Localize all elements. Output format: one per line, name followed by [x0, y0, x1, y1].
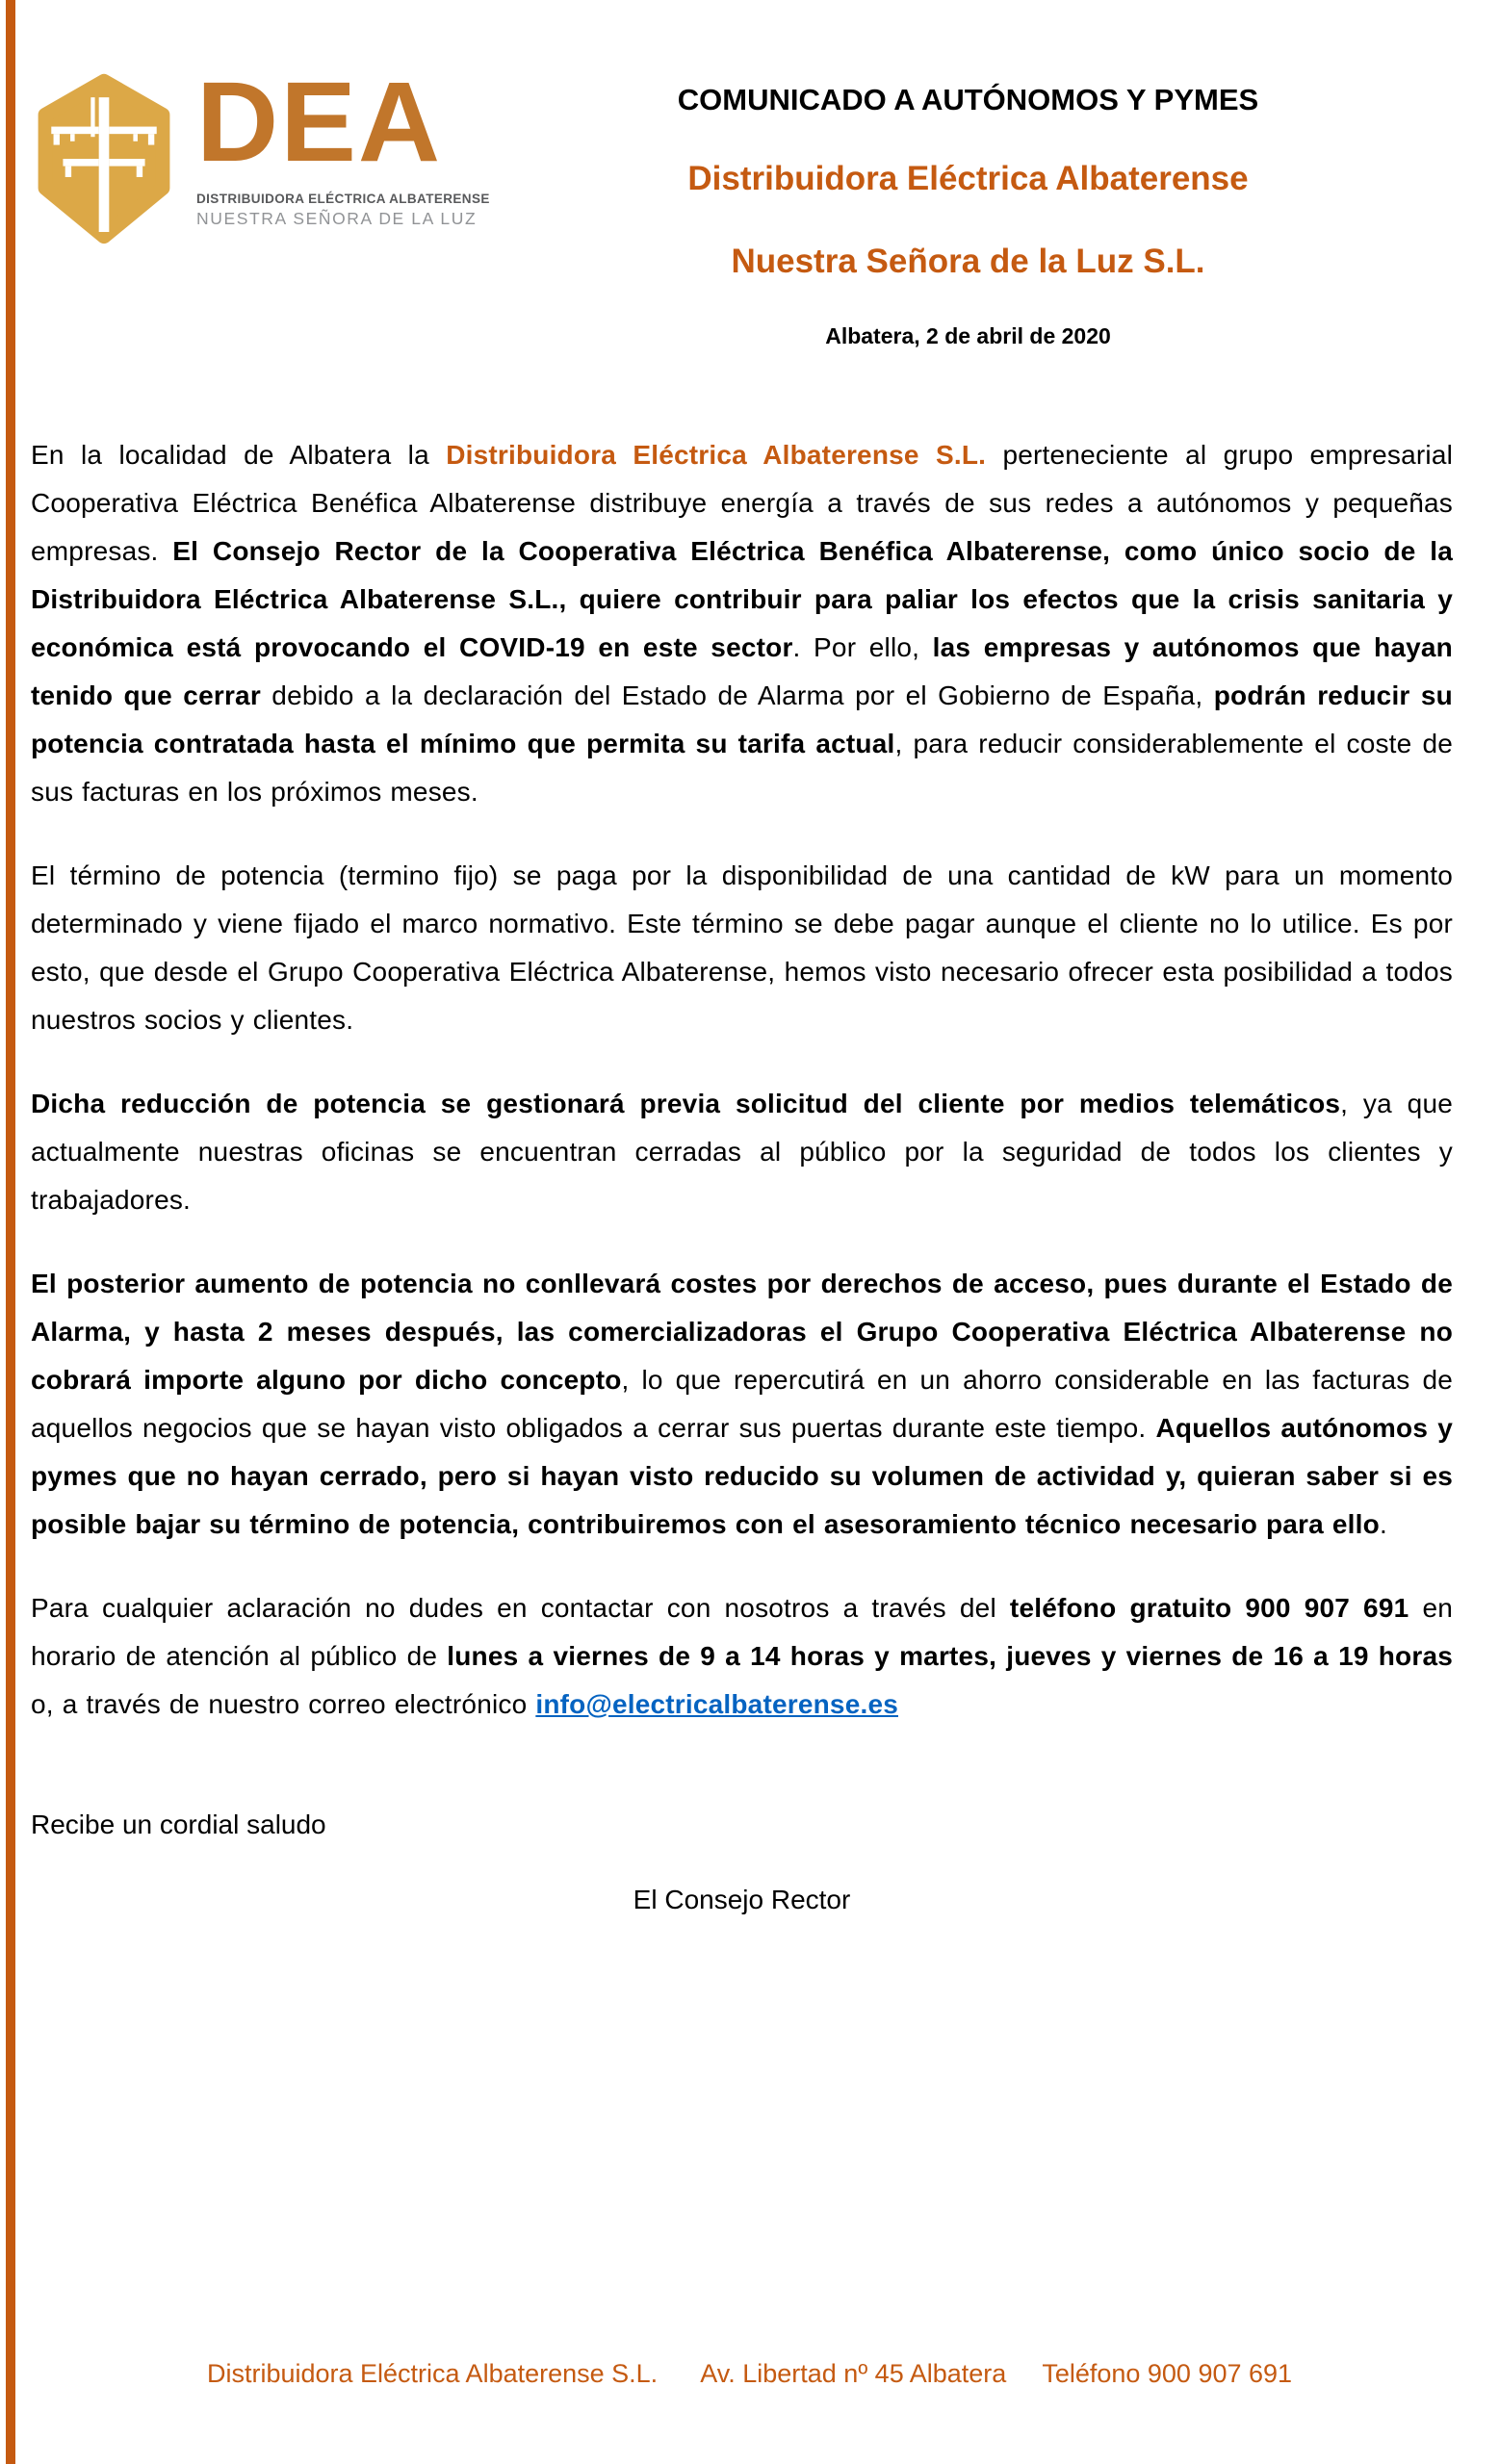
text-segment: , lo que repercutirá en un ahorro considerable en las facturas de aquellos negocios que se hayan visto obligados a cerrar sus puertas durante este tiempo.	[31, 1365, 1454, 1443]
paragraph-4	[31, 1260, 1453, 1549]
footer-company: Distribuidora Eléctrica Albaterense S.L.	[206, 2359, 659, 2388]
text-segment: o, a través de nuestro correo electrónico	[31, 1689, 536, 1719]
text-segment: . Por ello,	[792, 632, 933, 662]
text-segment: Aquellos autónomos y pymes que no hayan cerrado, pero si hayan visto reducido su volumen de actividad y, quieran saber si es posible bajar su término de potencia, contribuiremos con el asesoramiento técnico necesario para ello	[31, 1413, 1453, 1539]
text-segment: , para reducir considerablemente el coste de sus facturas en los próximos meses.	[31, 729, 1453, 807]
header-company-line2: Nuestra Señora de la Luz S.L.	[731, 243, 1205, 280]
text-segment: El Consejo Rector de la Cooperativa Eléctrica Benéfica Albaterense, como único socio de la Distribuidora Eléctrica Albaterense S.L., quiere contribuir para paliar los efectos que la crisis sanitaria y económica está provocando el COVID-19 en este sector	[31, 536, 1453, 662]
dateline: Albatera, 2 de abril de 2020	[825, 323, 1111, 348]
logo-caption-line1: DISTRIBUIDORA ELÉCTRICA ALBATERENSE	[196, 192, 490, 207]
text-segment: Para cualquier aclaración no dudes en contactar con nosotros a través del	[31, 1593, 1010, 1623]
paragraph-3	[31, 1080, 1453, 1224]
closing-signature: El Consejo Rector	[633, 1885, 851, 1914]
text-segment: lunes a viernes de 9 a 14 horas y martes, jueves y viernes de 16 a 19 horas	[447, 1641, 1453, 1671]
document-body	[31, 431, 1453, 1729]
text-segment: , ya que actualmente nuestras oficinas se encuentran cerradas al público por la seguridad de todos los clientes y trabajadores.	[31, 1089, 1454, 1215]
text-segment: El posterior aumento de potencia no conllevará costes por derechos de acceso, pues durante el Estado de Alarma, y hasta 2 meses después, las comercializadoras el Grupo Cooperativa Eléctrica Albaterense no cobrará importe alguno por dicho concepto	[31, 1269, 1453, 1395]
header-company-line1: Distribuidora Eléctrica Albaterense	[687, 160, 1249, 197]
paragraph-5	[31, 1584, 1453, 1729]
text-segment: en horario de atención al público de	[31, 1593, 1453, 1671]
logo-acronym: DEA	[196, 59, 443, 186]
document-footer	[0, 2359, 1499, 2389]
page-content	[31, 0, 1453, 1924]
text-segment: Dicha reducción de potencia se gestionará previa solicitud del cliente por medios telemáticos	[31, 1089, 1341, 1118]
electricity-pylon-icon	[31, 69, 177, 248]
text-segment: En la localidad de Albatera la	[31, 440, 447, 470]
paragraph-2	[31, 852, 1453, 1044]
footer-address: Av. Libertad nº 45 Albatera	[700, 2359, 1007, 2388]
email-link[interactable]: info@electricalbaterense.es	[535, 1689, 898, 1719]
text-segment: perteneciente al grupo empresarial Cooperativa Eléctrica Benéfica Albaterense distribuye energía a través de sus redes a autónomos y pequeñas empresas.	[31, 440, 1454, 566]
text-segment: Distribuidora Eléctrica Albaterense S.L.	[446, 440, 987, 470]
company-logo	[31, 56, 490, 349]
closing-salute: Recibe un cordial saludo	[31, 1810, 326, 1839]
header-text-block	[483, 56, 1453, 349]
document-header	[31, 0, 1453, 349]
document-title: COMUNICADO A AUTÓNOMOS Y PYMES	[677, 83, 1259, 116]
text-segment: El término de potencia (termino fijo) se paga por la disponibilidad de una cantidad de kW para un momento determinado y viene fijado el marco normativo. Este término se debe pagar aunque el cliente no lo utilice. Es por esto, que desde el Grupo Cooperativa Eléctrica Albaterense, hemos visto necesario ofrecer esta posibilidad a todos nuestros socios y clientes.	[31, 860, 1453, 1035]
text-segment: .	[1379, 1509, 1387, 1539]
text-segment: teléfono gratuito 900 907 691	[1009, 1593, 1409, 1623]
text-segment: las empresas y autónomos que hayan tenido que cerrar	[31, 632, 1453, 710]
text-segment: debido a la declaración del Estado de Alarma por el Gobierno de España,	[260, 680, 1214, 710]
footer-phone: Teléfono 900 907 691	[1042, 2359, 1293, 2388]
logo-caption-line2: NUESTRA SEÑORA DE LA LUZ	[196, 209, 478, 229]
paragraph-1	[31, 431, 1453, 816]
logo-text-block	[196, 56, 490, 349]
left-accent-bar	[6, 0, 15, 2464]
text-segment: podrán reducir su potencia contratada hasta el mínimo que permita su tarifa actual	[31, 680, 1453, 758]
